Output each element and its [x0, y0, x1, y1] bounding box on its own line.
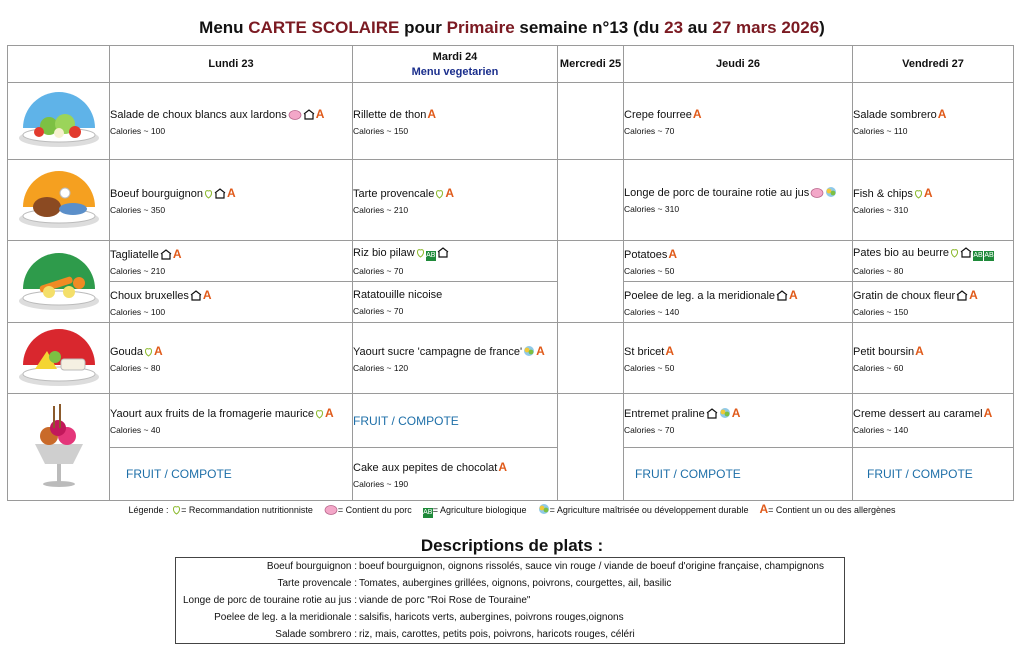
vegetarian-label: Menu vegetarien [411, 65, 499, 78]
allergen-icon: A [315, 106, 325, 121]
dish-cell [110, 83, 353, 160]
dish-cell [853, 83, 1014, 160]
description-text: riz, mais, carottes, petits pois, poivrons, haricots rouges, céléri [359, 629, 635, 640]
house-icon [160, 249, 172, 260]
dish-name: Riz bio pilaw AB [353, 247, 557, 261]
dish-name: Choux bruxelles A [110, 287, 212, 302]
legend-nutri: = Recommandation nutritionniste [181, 505, 313, 515]
dish-name: Cake aux pepites de chocolatA [353, 459, 507, 474]
allergen-icon: A [759, 502, 769, 516]
side-image-cell [8, 241, 110, 323]
calories: Calories ~ 120 [353, 362, 409, 373]
calories: Calories ~ 50 [624, 362, 675, 373]
calories: Calories ~ 310 [853, 204, 909, 215]
dish-name: Fish & chips A [853, 185, 933, 200]
empty-cell [558, 323, 624, 394]
dish-cell [110, 160, 353, 241]
vegetables-plate-icon [13, 247, 105, 317]
description-dish: Poelee de leg. a la meridionale : [214, 612, 357, 623]
empty-cell [558, 160, 624, 241]
dessert-image-cell [8, 394, 110, 501]
house-icon [437, 247, 449, 258]
dish-name: Petit boursinA [853, 343, 924, 358]
calories: Calories ~ 150 [353, 125, 409, 136]
calories: Calories ~ 140 [624, 306, 680, 317]
apple-icon [914, 188, 923, 199]
dish-cell [624, 282, 853, 323]
description-text: Tomates, aubergines grillées, oignons, poivrons, courgettes, ail, basilic [359, 578, 672, 589]
description-row [176, 592, 845, 609]
allergen-icon: A [445, 185, 454, 200]
day-header-mercredi: Mercredi 25 [558, 46, 624, 83]
calories: Calories ~ 100 [110, 306, 166, 317]
descriptions-table [175, 557, 845, 644]
dairy-image-cell [8, 323, 110, 394]
allergen-icon: A [498, 459, 507, 474]
fruit-compote-label: FRUIT / COMPOTE [353, 413, 459, 428]
legend-bio: = Agriculture biologique [432, 505, 527, 515]
pig-icon [288, 109, 302, 120]
dish-cell [853, 282, 1014, 323]
calories: Calories ~ 60 [853, 362, 904, 373]
calories: Calories ~ 190 [353, 478, 409, 489]
allergen-icon: A [937, 106, 947, 121]
description-row [176, 609, 845, 626]
house-icon [214, 188, 226, 199]
dish-cell [110, 323, 353, 394]
allergen-icon: A [665, 343, 675, 358]
day-header-jeudi: Jeudi 26 [624, 46, 853, 83]
fruit-compote-label: FRUIT / COMPOTE [867, 467, 973, 481]
ice-cream-cup-icon [13, 402, 105, 492]
description-dish: Tarte provencale : [277, 578, 357, 589]
organic-icon: AB [984, 251, 994, 259]
allergen-icon: A [427, 106, 437, 121]
description-dish: Boeuf bourguignon : [266, 561, 357, 572]
dish-cell [353, 241, 558, 282]
pig-icon [810, 187, 824, 198]
apple-icon [435, 188, 444, 199]
apple-icon [315, 408, 324, 419]
house-icon [956, 290, 968, 301]
description-row [176, 575, 845, 592]
descriptions-title: Descriptions de plats : [420, 536, 604, 555]
calories: Calories ~ 70 [624, 125, 675, 136]
calories: Calories ~ 150 [853, 306, 909, 317]
house-icon [960, 247, 972, 258]
dish-name: Poelee de leg. a la meridionale A [624, 287, 798, 302]
apple-icon [144, 346, 153, 357]
calories: Calories ~ 70 [353, 305, 404, 316]
legend-durable: = Agriculture maîtrisée ou développement durable [549, 505, 749, 515]
day-header-lundi: Lundi 23 [110, 46, 353, 83]
fruit-cell [853, 448, 1014, 501]
apple-icon [950, 247, 959, 258]
day-header-vendredi: Vendredi 27 [853, 46, 1014, 83]
fruit-compote-label: FRUIT / COMPOTE [126, 467, 232, 481]
dish-name: Boeuf bourguignon A [110, 185, 236, 200]
main-image-cell [8, 160, 110, 241]
dish-name: Gratin de choux fleur A [853, 287, 978, 302]
dish-cell [353, 83, 558, 160]
calories: Calories ~ 140 [853, 425, 909, 435]
allergen-icon: A [915, 343, 924, 358]
dish-cell [353, 160, 558, 241]
calories: Calories ~ 210 [110, 265, 166, 276]
dish-cell [853, 160, 1014, 241]
allergen-icon: A [172, 246, 182, 261]
dish-name: Pates bio au beurre AB AB [853, 246, 994, 259]
dish-name: PotatoesA [624, 246, 678, 261]
calories: Calories ~ 210 [353, 204, 409, 215]
apple-icon [416, 247, 425, 258]
allergen-icon: A [154, 343, 163, 358]
day-header-mardi: Mardi 24 Menu vegetarien [353, 46, 558, 83]
organic-icon: AB [423, 509, 433, 516]
calories: Calories ~ 80 [853, 265, 904, 276]
allergen-icon: A [202, 287, 212, 302]
dish-cell [110, 394, 353, 448]
dish-cell [353, 448, 558, 501]
allergen-icon: A [789, 287, 798, 302]
empty-cell [558, 394, 624, 501]
dish-name: Longe de porc de touraine rotie au jus [624, 186, 852, 199]
calories: Calories ~ 70 [624, 425, 675, 435]
meat-fish-plate-icon [13, 165, 105, 235]
description-row [176, 558, 845, 576]
dish-cell [353, 323, 558, 394]
legend-label: Légende : [128, 505, 169, 515]
legend [0, 502, 1024, 518]
legend-porc: = Contient du porc [337, 505, 412, 515]
calories: Calories ~ 80 [110, 362, 161, 373]
apple-icon [172, 504, 181, 515]
dish-name: St bricetA [624, 343, 675, 358]
dish-name: Ratatouille nicoise [353, 288, 443, 301]
dish-cell [353, 282, 558, 323]
dish-name: Gouda A [110, 343, 163, 358]
dish-cell [853, 241, 1014, 282]
dish-name: Yaourt sucre 'campagne de france' A [353, 343, 545, 358]
description-row [176, 626, 845, 644]
calories: Calories ~ 40 [110, 425, 161, 435]
legend-allergen: = Contient un ou des allergènes [768, 505, 896, 515]
organic-icon: AB [973, 251, 983, 259]
dish-cell [624, 83, 853, 160]
allergen-icon: A [983, 406, 993, 420]
dish-cell [110, 241, 353, 282]
calories: Calories ~ 350 [110, 204, 166, 215]
globe-icon [538, 503, 550, 515]
calories: Calories ~ 110 [853, 125, 908, 136]
dish-name: Rillette de thonA [353, 106, 437, 121]
dish-name: Salade sombreroA [853, 106, 947, 121]
corner-cell [8, 46, 110, 83]
calories: Calories ~ 50 [624, 265, 675, 276]
calories: Calories ~ 70 [353, 265, 404, 276]
dish-name: Entremet praline A [624, 406, 741, 420]
dish-name: Crepe fourreeA [624, 106, 702, 121]
dish-cell [853, 394, 1014, 448]
description-text: boeuf bourguignon, oignons rissolés, sauce vin rouge / viande de boeuf d'origine française, champignons [359, 561, 824, 572]
globe-icon [719, 407, 731, 419]
page-title: Menu CARTE SCOLAIRE pour Primaire semaine n°13 (du 23 au 27 mars 2026) [199, 18, 825, 37]
calories: Calories ~ 100 [110, 125, 166, 136]
menu-table [7, 45, 1014, 501]
globe-icon [825, 186, 837, 198]
calories: Calories ~ 310 [624, 204, 680, 214]
dish-cell [624, 394, 853, 448]
dish-cell [110, 282, 353, 323]
starter-image-cell [8, 83, 110, 160]
allergen-icon: A [731, 406, 741, 420]
description-dish: Salade sombrero : [275, 629, 357, 640]
cheese-plate-icon [13, 323, 105, 393]
house-icon [776, 290, 788, 301]
dish-cell [624, 323, 853, 394]
dish-name: Yaourt aux fruits de la fromagerie maurice A [110, 406, 334, 420]
organic-icon: AB [426, 251, 436, 259]
house-icon [303, 109, 315, 120]
empty-cell [558, 83, 624, 160]
globe-icon [523, 345, 535, 357]
pig-icon [324, 504, 338, 515]
description-dish: Longe de porc de touraine rotie au jus : [182, 595, 357, 606]
description-text: viande de porc "Roi Rose de Touraine" [359, 595, 531, 606]
fruit-compote-label: FRUIT / COMPOTE [635, 467, 741, 481]
description-text: salsifis, haricots verts, aubergines, poivrons rouges,oignons [359, 612, 624, 623]
dish-cell [853, 323, 1014, 394]
dish-name: Tarte provencale A [353, 185, 454, 200]
apple-icon [204, 188, 213, 199]
allergen-icon: A [692, 106, 702, 121]
fruit-cell [110, 448, 353, 501]
house-icon [706, 408, 718, 419]
allergen-icon: A [923, 185, 933, 200]
dish-name: Tagliatelle A [110, 246, 182, 261]
fruit-cell [353, 394, 558, 448]
salad-plate-icon [13, 86, 105, 156]
allergen-icon: A [969, 287, 978, 302]
dish-cell [624, 241, 853, 282]
allergen-icon: A [226, 185, 236, 200]
house-icon [190, 290, 202, 301]
dish-name: Creme dessert au caramelA [853, 406, 993, 420]
fruit-cell [624, 448, 853, 501]
dish-cell [624, 160, 853, 241]
empty-cell [558, 241, 624, 323]
allergen-icon: A [668, 246, 678, 261]
dish-name: Salade de choux blancs aux lardons A [110, 106, 325, 121]
allergen-icon: A [536, 343, 545, 358]
allergen-icon: A [325, 406, 334, 420]
